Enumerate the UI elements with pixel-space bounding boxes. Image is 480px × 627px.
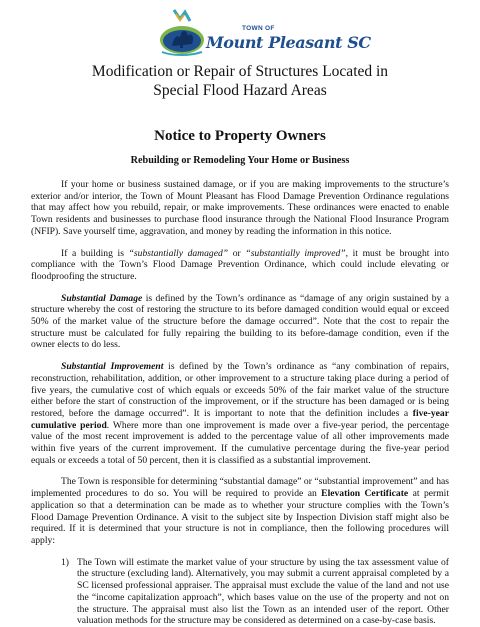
procedures-list [31, 557, 449, 627]
substantial-improvement-paragraph [31, 361, 449, 466]
substantial-improvement-term: Substantial Improvement [61, 361, 164, 373]
compliance-or: or [228, 247, 246, 259]
compliance-paragraph [31, 248, 449, 283]
list-item-text: The Town will estimate the market value of your structure by using the tax assessment value of the structure (excluding land). Alternatively, you may submit a current appraisal completed by a SC licensed professional appraiser. The appraisal must exclude the value of the land and not use the “income capitalization approach”, which bases value on the use of the property and not on the structure. The appraisal must also list the Town as an intended user of the report. Other valuation methods for the structure may be considered as determined on a case-by-case basis. [77, 556, 449, 627]
town-logo [150, 6, 371, 64]
substantial-damage-definition: is defined by the Town’s ordinance as “damage of any origin sustained by a structure whereby the cost of restoring the structure to its before damaged condition would equal or exceed 50% of the market value of the structure before the damage occurred”. Note that the cost to repair the structure must be calculated for fully repairing the building to its before-damage condition, even if the owner elects to do less. [31, 292, 450, 351]
elevation-certificate-emphasis: Elevation Certificate [321, 488, 409, 500]
substantially-improved-term: “substantially improved” [245, 247, 346, 259]
town-responsibility-paragraph [31, 476, 449, 546]
document-title-line-1: Modification or Repair of Structures Located in [91, 63, 389, 80]
compliance-text-end: , it must be brought into compliance with the Town’s Flood Damage Prevention Ordinance, which could include elevating or floodproofing the structure. [31, 247, 449, 282]
substantial-improvement-definition: is defined by the Town’s ordinance as “any combination of repairs, reconstruction, rehabilitation, addition, or other improvement to a structure taking place during a period of five years, the cumulative cost of which equals or exceeds 50% of the fair market value of the structure either before the start of construction of the improvement, or if the structure has been damaged or is being restored, before the damage occurred”. It is important to note that the definition includes a [31, 361, 449, 419]
logo-town-name: Mount Pleasant SC [206, 33, 371, 52]
list-item-number: 1) [61, 556, 69, 568]
substantial-damage-paragraph [31, 293, 449, 352]
compliance-text-start: If a building is [61, 247, 129, 259]
intro-paragraph: If your home or business sustained damage, or if you are making improvements to the structure’s exterior and/or interior, the Town of Mount Pleasant has Flood Damage Prevention Ordinance regulations that may affect how you rebuild, repair, or make improvements. These ordinances were enacted to enable Town residents and businesses to purchase flood insurance through the National Flood Insurance Program (NFIP). Save yourself time, aggravation, and money by reading the information in this notice. [31, 179, 449, 237]
logo-town-of-text: TOWN OF [242, 25, 275, 32]
document-title-line-2: Special Flood Hazard Areas [153, 82, 327, 99]
substantial-improvement-note: . Where more than one improvement is made over a five-year period, the percentage value of the most recent improvement is added to the percentage value of all other improvements made within five years of the current improvement. If the cumulative percentage during the five-year period equals or exceeds a total of 50 percent, then it is classified as a substantial improvement. [31, 419, 449, 466]
logo-emblem-icon [150, 6, 214, 64]
notice-heading: Notice to Property Owners [154, 128, 326, 144]
document-body [31, 179, 449, 627]
list-item [61, 557, 449, 627]
town-responsibility-text-start: The Town is responsible for determining “substantial damage” or “substantial improvement” and has implemented procedures to do so. You will be required to provide an [31, 476, 449, 500]
substantially-damaged-term: “substantially damaged” [128, 247, 229, 259]
substantial-damage-term: Substantial Damage [61, 292, 143, 304]
subheading: Rebuilding or Remodeling Your Home or Business [130, 155, 350, 166]
town-responsibility-text-end: at permit application so that a determination can be made as to whether your structure complies with the Town’s Flood Damage Prevention Ordinance. A visit to the subject site by Inspection Division staff might also be required. If it is determined that your structure is not in compliance, then the following procedures will apply: [31, 488, 449, 546]
five-year-period-emphasis: five-year cumulative period [31, 407, 449, 431]
